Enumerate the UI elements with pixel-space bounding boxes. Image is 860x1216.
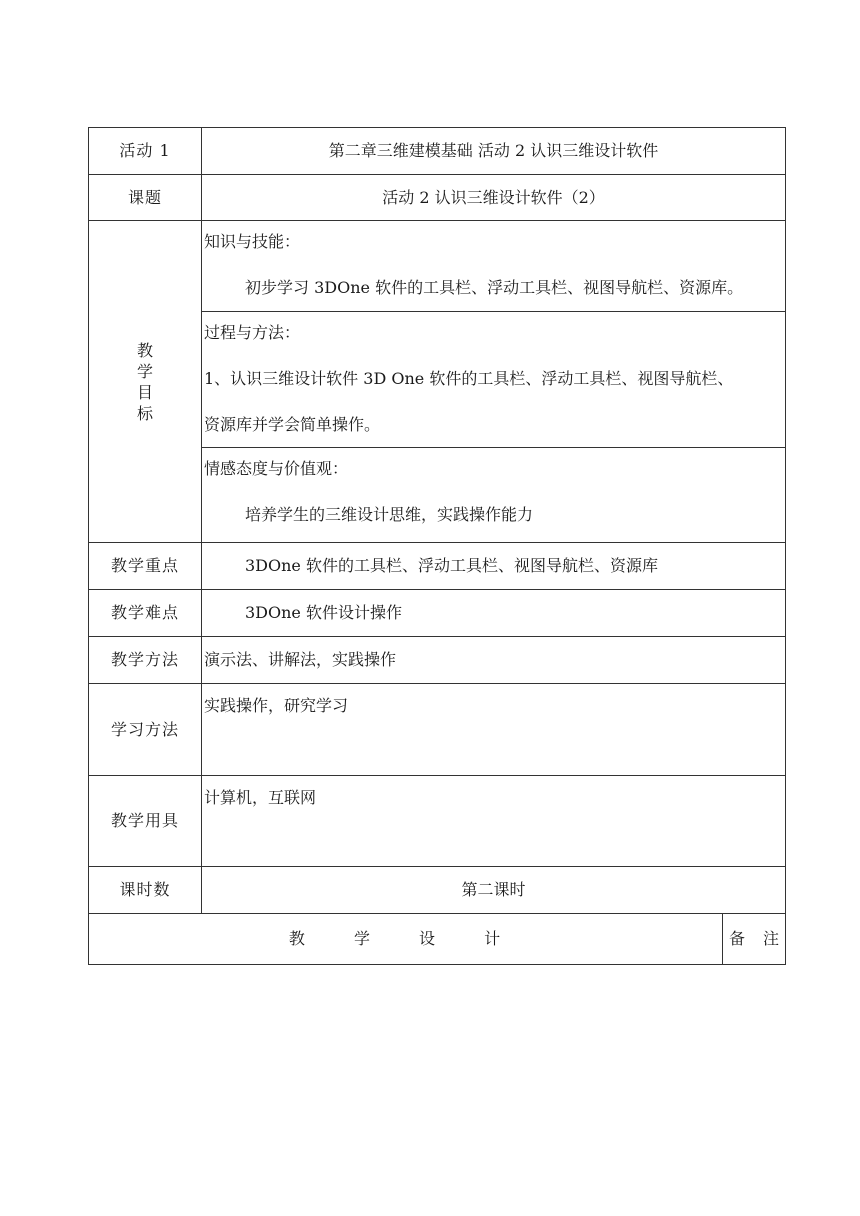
learning-method-value: 实践操作，研究学习 [202, 684, 786, 776]
emotion-heading: 情感态度与价值观： [204, 459, 349, 478]
difficulties-label: 教学难点 [89, 590, 202, 637]
topic-value: 活动 2 认识三维设计软件（2） [202, 175, 786, 221]
learning-method-row [89, 684, 786, 776]
remark-left: 备 [729, 929, 746, 949]
process-block [202, 310, 785, 448]
activity-value: 第二章三维建模基础 活动 2 认识三维设计软件 [202, 128, 786, 175]
difficulties-value: 3DOne 软件设计操作 [202, 590, 786, 637]
learning-method-label: 学习方法 [89, 684, 202, 776]
key-points-value: 3DOne 软件的工具栏、浮动工具栏、视图导航栏、资源库 [202, 543, 786, 590]
knowledge-heading: 知识与技能： [204, 232, 301, 251]
objectives-row [89, 221, 786, 543]
process-heading: 过程与方法： [204, 323, 301, 342]
process-line-1: 1、认识三维设计软件 3D One 软件的工具栏、浮动工具栏、视图导航栏、 [204, 369, 734, 388]
difficulties-row [89, 590, 786, 637]
teaching-method-row [89, 637, 786, 684]
topic-label: 课题 [89, 175, 202, 221]
key-points-row [89, 543, 786, 590]
teaching-method-value: 演示法、讲解法，实践操作 [202, 637, 786, 684]
topic-row [89, 175, 786, 221]
periods-label: 课时数 [89, 867, 202, 914]
objectives-label-cell [89, 221, 202, 543]
activity-label: 活动 1 [89, 128, 202, 175]
design-row [89, 914, 786, 965]
emotion-block [202, 446, 785, 537]
key-points-label: 教学重点 [89, 543, 202, 590]
emotion-text: 培养学生的三维设计思维，实践操作能力 [245, 505, 534, 524]
lesson-plan-table [88, 127, 786, 965]
tools-label: 教学用具 [89, 776, 202, 867]
tools-row [89, 776, 786, 867]
teaching-method-label: 教学方法 [89, 637, 202, 684]
remark-cell [723, 914, 786, 965]
objectives-label: 教学目标 [136, 340, 153, 423]
knowledge-block [202, 219, 785, 312]
design-label: 教 学 设 计 [89, 914, 723, 965]
knowledge-text: 初步学习 3DOne 软件的工具栏、浮动工具栏、视图导航栏、资源库。 [245, 278, 744, 297]
process-line-2: 资源库并学会简单操作。 [204, 415, 381, 434]
periods-value: 第二课时 [202, 867, 786, 914]
activity-row [89, 128, 786, 175]
periods-row [89, 867, 786, 914]
objectives-content [202, 221, 786, 543]
remark-right: 注 [763, 929, 780, 949]
tools-value: 计算机，互联网 [202, 776, 786, 867]
